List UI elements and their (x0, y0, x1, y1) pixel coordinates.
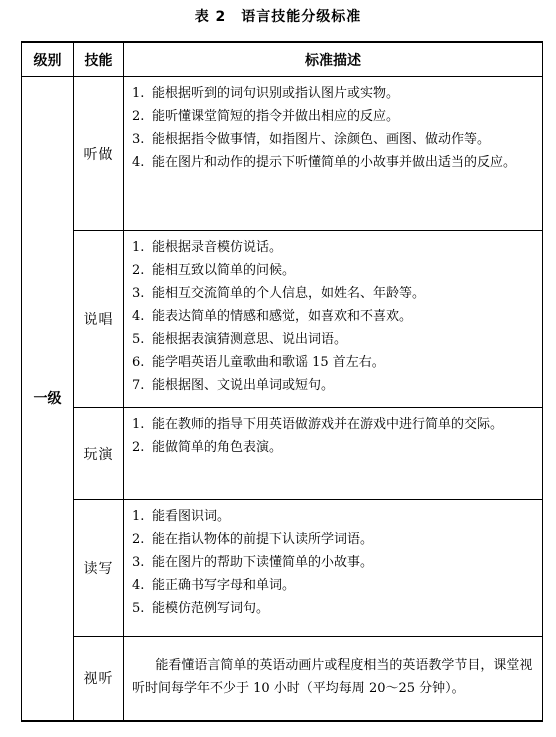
skill-cell: 玩演 (74, 408, 124, 500)
header-description: 标准描述 (124, 42, 543, 77)
table-row (22, 77, 543, 231)
description-cell (124, 77, 543, 231)
header-skill: 技能 (74, 42, 124, 77)
skill-standards-table (21, 41, 543, 722)
skill-cell: 听做 (74, 77, 124, 231)
list-item: 3. 能相互交流简单的个人信息，如姓名、年龄等。 (132, 286, 426, 301)
table-row (22, 408, 543, 500)
description-cell (124, 637, 543, 721)
skill-cell: 说唱 (74, 231, 124, 408)
list-item: 5. 能根据表演猜测意思、说出词语。 (132, 332, 348, 347)
list-item: 4. 能表达简单的情感和感觉，如喜欢和不喜欢。 (132, 309, 413, 324)
list-item: 2. 能在指认物体的前提下认读所学词语。 (132, 532, 374, 547)
description-cell (124, 408, 543, 500)
description-cell (124, 231, 543, 408)
list-item: 3. 能根据指令做事情，如指图片、涂颜色、画图、做动作等。 (132, 132, 491, 147)
skill-cell: 读写 (74, 500, 124, 637)
header-row (22, 42, 543, 77)
list-item: 3. 能在图片的帮助下读懂简单的小故事。 (132, 555, 374, 570)
description-cell (124, 500, 543, 637)
list-item: 5. 能模仿范例写词句。 (132, 601, 270, 616)
skill-cell: 视听 (74, 637, 124, 721)
list-item: 2. 能做简单的角色表演。 (132, 440, 283, 455)
table-row (22, 231, 543, 408)
list-item: 1. 能根据听到的词句识别或指认图片或实物。 (132, 86, 400, 101)
table-row (22, 637, 543, 721)
header-level: 级别 (22, 42, 74, 77)
table-row (22, 500, 543, 637)
list-item: 1. 能看图识词。 (132, 509, 231, 524)
list-item: 6. 能学唱英语儿童歌曲和歌谣 15 首左右。 (132, 355, 385, 370)
list-item: 4. 能正确书写字母和单词。 (132, 578, 296, 593)
list-item: 7. 能根据图、文说出单词或短句。 (132, 378, 335, 393)
list-item: 2. 能相互致以简单的问候。 (132, 263, 296, 278)
level-cell: 一级 (22, 77, 74, 721)
table-caption: 表 2 语言技能分级标准 (194, 9, 362, 25)
list-item: 4. 能在图片和动作的提示下听懂简单的小故事并做出适当的反应。 (132, 155, 517, 170)
list-item: 1. 能根据录音模仿说话。 (132, 240, 283, 255)
paragraph-text: 能看懂语言简单的英语动画片或程度相当的英语教学节目，课堂视听时间每学年不少于 10 小时（平均每周 20～25 分钟）。 (132, 658, 533, 697)
list-item: 2. 能听懂课堂简短的指令并做出相应的反应。 (132, 109, 400, 124)
list-item: 1. 能在教师的指导下用英语做游戏并在游戏中进行简单的交际。 (132, 417, 504, 432)
